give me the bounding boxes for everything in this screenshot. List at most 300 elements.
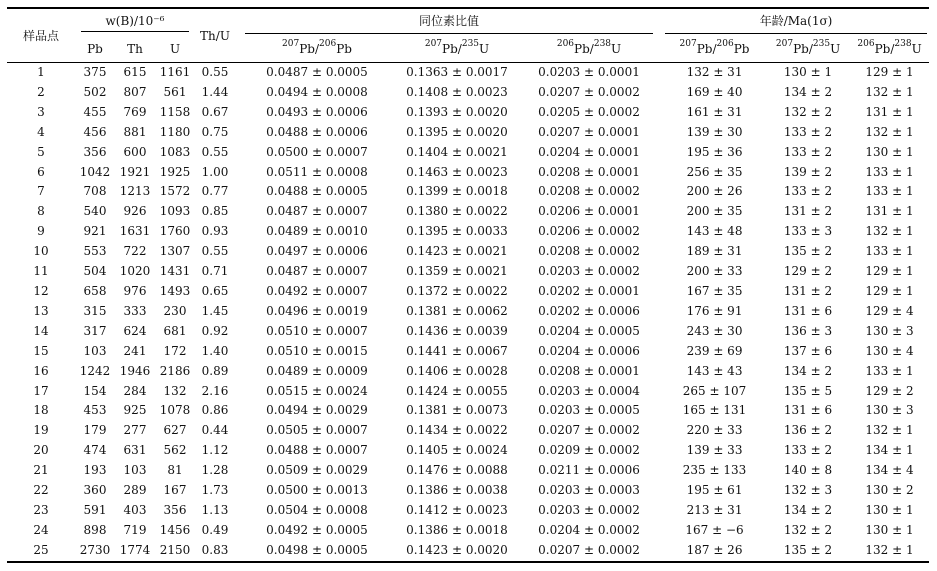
table-row (7, 362, 929, 382)
cell-th: 926 (123, 204, 147, 219)
cell-th: 403 (123, 502, 147, 517)
table-row (7, 342, 929, 362)
cell-u: 1307 (159, 244, 191, 259)
header-ratio-group (243, 8, 655, 36)
cell-a3: 130 ± 3 (865, 403, 914, 418)
cell-r2: 0.1393 ± 0.0020 (406, 104, 508, 119)
cell-thu: 1.73 (201, 483, 229, 498)
cell-r3: 0.0208 ± 0.0002 (538, 184, 640, 199)
cell-thu: 0.86 (201, 403, 229, 418)
cell-id: 16 (33, 363, 49, 378)
cell-r1: 0.0498 ± 0.0005 (266, 542, 368, 557)
cell-a3: 130 ± 1 (865, 502, 914, 517)
cell-r1: 0.0510 ± 0.0007 (266, 323, 368, 338)
cell-r3: 0.0204 ± 0.0006 (538, 343, 640, 358)
cell-pb: 360 (83, 483, 107, 498)
cell-a3: 129 ± 4 (865, 303, 914, 318)
header-content-label: w(B)/10⁻⁶ (81, 14, 189, 32)
cell-a2: 132 ± 3 (783, 483, 833, 498)
cell-r2: 0.1434 ± 0.0022 (406, 423, 508, 438)
cell-a1: 176 ± 91 (686, 303, 743, 318)
cell-a1: 165 ± 131 (682, 403, 747, 418)
header-u: U (155, 36, 195, 63)
cell-a3: 129 ± 2 (865, 383, 914, 398)
table-row (7, 322, 929, 342)
cell-r3: 0.0208 ± 0.0002 (538, 244, 640, 259)
cell-th: 1213 (119, 184, 151, 199)
cell-a1: 189 ± 31 (686, 244, 743, 259)
cell-th: 1921 (119, 164, 151, 179)
cell-r2: 0.1406 ± 0.0028 (406, 363, 508, 378)
cell-a2: 131 ± 2 (783, 283, 833, 298)
cell-r2: 0.1436 ± 0.0039 (406, 323, 508, 338)
cell-a3: 130 ± 4 (865, 343, 914, 358)
cell-th: 1774 (119, 542, 151, 557)
cell-u: 1493 (159, 283, 191, 298)
cell-r3: 0.0207 ± 0.0001 (538, 124, 640, 139)
cell-pb: 375 (83, 65, 107, 79)
cell-a3: 130 ± 2 (865, 483, 914, 498)
cell-r3: 0.0207 ± 0.0002 (538, 84, 640, 99)
cell-a1: 265 ± 107 (682, 383, 747, 398)
cell-a3: 129 ± 1 (865, 283, 914, 298)
cell-a2: 140 ± 8 (783, 463, 833, 478)
cell-thu: 0.92 (201, 323, 229, 338)
table-row (7, 282, 929, 302)
cell-a1: 200 ± 33 (686, 264, 743, 279)
header-age-207pb-235u: $^{207}$Pb/$^{235}$U (766, 36, 850, 63)
cell-id: 12 (33, 283, 49, 298)
header-pb: Pb (75, 36, 115, 63)
cell-r3: 0.0204 ± 0.0005 (538, 323, 640, 338)
cell-thu: 2.16 (201, 383, 229, 398)
cell-r3: 0.0204 ± 0.0001 (538, 144, 640, 159)
cell-a2: 134 ± 2 (783, 502, 833, 517)
cell-pb: 553 (83, 244, 107, 259)
cell-a2: 135 ± 2 (783, 244, 833, 259)
cell-a1: 167 ± −6 (685, 522, 744, 537)
table-row (7, 262, 929, 282)
cell-th: 1946 (119, 363, 151, 378)
cell-thu: 1.12 (201, 443, 229, 458)
cell-a3: 132 ± 1 (865, 124, 914, 139)
header-age-207pb-206pb: $^{207}$Pb/$^{206}$Pb (663, 36, 766, 63)
cell-r2: 0.1386 ± 0.0038 (406, 483, 508, 498)
table-row (7, 63, 929, 83)
cell-a1: 187 ± 26 (686, 542, 743, 557)
cell-r1: 0.0515 ± 0.0024 (266, 383, 368, 398)
cell-r2: 0.1372 ± 0.0022 (406, 283, 508, 298)
cell-r2: 0.1363 ± 0.0017 (406, 65, 508, 79)
cell-r2: 0.1423 ± 0.0020 (406, 542, 508, 557)
header-ratio-207pb-235u: $^{207}$Pb/$^{235}$U (391, 36, 523, 63)
cell-r1: 0.0488 ± 0.0006 (266, 124, 368, 139)
cell-thu: 0.55 (201, 244, 229, 259)
header-th: Th (115, 36, 155, 63)
cell-thu: 0.75 (201, 124, 229, 139)
cell-thu: 0.89 (201, 363, 229, 378)
cell-id: 1 (37, 65, 45, 79)
cell-a2: 134 ± 2 (783, 84, 833, 99)
cell-id: 3 (37, 104, 45, 119)
cell-a3: 132 ± 1 (865, 84, 914, 99)
cell-r1: 0.0489 ± 0.0009 (266, 363, 368, 378)
cell-a2: 133 ± 2 (783, 124, 833, 139)
cell-thu: 0.67 (201, 104, 229, 119)
cell-r1: 0.0509 ± 0.0029 (266, 463, 368, 478)
cell-u: 1456 (159, 522, 191, 537)
cell-thu: 1.40 (201, 343, 229, 358)
cell-r2: 0.1412 ± 0.0023 (406, 502, 508, 517)
cell-r3: 0.0203 ± 0.0002 (538, 502, 640, 517)
cell-thu: 0.55 (201, 65, 229, 79)
cell-thu: 0.44 (201, 423, 229, 438)
cell-r1: 0.0488 ± 0.0005 (266, 184, 368, 199)
header-age-206pb-238u: $^{206}$Pb/$^{238}$U (850, 36, 929, 63)
cell-r3: 0.0203 ± 0.0005 (538, 403, 640, 418)
cell-id: 10 (33, 244, 49, 259)
cell-pb: 898 (83, 522, 107, 537)
header-age-label: 年龄/Ma(1σ) (665, 12, 927, 34)
cell-u: 1180 (159, 124, 191, 139)
cell-r2: 0.1441 ± 0.0067 (406, 343, 508, 358)
cell-r2: 0.1395 ± 0.0020 (406, 124, 508, 139)
cell-r3: 0.0204 ± 0.0002 (538, 522, 640, 537)
cell-a2: 130 ± 1 (783, 65, 833, 79)
cell-a3: 134 ± 4 (865, 463, 914, 478)
cell-a2: 134 ± 2 (783, 363, 833, 378)
cell-a3: 130 ± 1 (865, 522, 914, 537)
cell-id: 6 (37, 164, 45, 179)
table-row (7, 461, 929, 481)
cell-r1: 0.0487 ± 0.0007 (266, 204, 368, 219)
cell-r1: 0.0493 ± 0.0006 (266, 104, 368, 119)
cell-id: 4 (37, 124, 45, 139)
cell-a1: 213 ± 31 (686, 502, 743, 517)
cell-u: 2186 (159, 363, 191, 378)
cell-thu: 0.85 (201, 204, 229, 219)
cell-id: 25 (33, 542, 49, 557)
cell-a1: 132 ± 31 (686, 65, 743, 79)
cell-u: 1093 (159, 204, 191, 219)
cell-th: 722 (123, 244, 147, 259)
cell-a2: 129 ± 2 (783, 264, 833, 279)
cell-r1: 0.0492 ± 0.0005 (266, 522, 368, 537)
cell-u: 1572 (159, 184, 191, 199)
table-row (7, 222, 929, 242)
cell-a3: 133 ± 1 (865, 164, 914, 179)
cell-id: 2 (37, 84, 45, 99)
cell-u: 1431 (159, 264, 191, 279)
cell-pb: 708 (83, 184, 107, 199)
cell-th: 600 (123, 144, 147, 159)
cell-r2: 0.1359 ± 0.0021 (406, 264, 508, 279)
cell-r1: 0.0497 ± 0.0006 (266, 244, 368, 259)
cell-r2: 0.1423 ± 0.0021 (406, 244, 508, 259)
cell-thu: 0.65 (201, 283, 229, 298)
cell-r2: 0.1380 ± 0.0022 (406, 204, 508, 219)
cell-id: 23 (33, 502, 49, 517)
cell-u: 356 (163, 502, 187, 517)
cell-thu: 0.49 (201, 522, 229, 537)
table-row (7, 103, 929, 123)
cell-r2: 0.1405 ± 0.0024 (406, 443, 508, 458)
cell-thu: 1.45 (201, 303, 229, 318)
cell-r2: 0.1395 ± 0.0033 (406, 224, 508, 239)
cell-r3: 0.0205 ± 0.0002 (538, 104, 640, 119)
table-row (7, 441, 929, 461)
cell-th: 284 (123, 383, 147, 398)
cell-u: 627 (163, 423, 187, 438)
cell-id: 24 (33, 522, 49, 537)
cell-a3: 129 ± 1 (865, 65, 914, 79)
cell-r3: 0.0207 ± 0.0002 (538, 542, 640, 557)
cell-u: 81 (167, 463, 183, 478)
cell-id: 13 (33, 303, 49, 318)
cell-u: 1158 (159, 104, 191, 119)
cell-u: 561 (163, 84, 187, 99)
cell-a1: 256 ± 35 (686, 164, 743, 179)
cell-r3: 0.0208 ± 0.0001 (538, 363, 640, 378)
cell-pb: 1242 (79, 363, 111, 378)
cell-u: 167 (163, 483, 187, 498)
cell-u: 1760 (159, 224, 191, 239)
zircon-u-pb-table (7, 7, 929, 563)
cell-th: 769 (123, 104, 147, 119)
cell-th: 807 (123, 84, 147, 99)
cell-pb: 591 (83, 502, 107, 517)
cell-pb: 453 (83, 403, 107, 418)
cell-a3: 130 ± 3 (865, 323, 914, 338)
cell-pb: 504 (83, 264, 107, 279)
cell-pb: 103 (83, 343, 107, 358)
cell-r2: 0.1404 ± 0.0021 (406, 144, 508, 159)
cell-r1: 0.0505 ± 0.0007 (266, 423, 368, 438)
cell-a2: 133 ± 3 (783, 224, 833, 239)
cell-a2: 139 ± 2 (783, 164, 833, 179)
cell-r2: 0.1463 ± 0.0023 (406, 164, 508, 179)
cell-a1: 169 ± 40 (686, 84, 743, 99)
cell-id: 22 (33, 483, 49, 498)
header-thu: Th/U (195, 8, 235, 63)
cell-a3: 132 ± 1 (865, 542, 914, 557)
table-row (7, 242, 929, 262)
cell-r1: 0.0510 ± 0.0015 (266, 343, 368, 358)
cell-pb: 455 (83, 104, 107, 119)
cell-a2: 133 ± 2 (783, 184, 833, 199)
cell-pb: 154 (83, 383, 107, 398)
cell-r3: 0.0211 ± 0.0006 (538, 463, 640, 478)
cell-th: 333 (123, 303, 147, 318)
cell-th: 277 (123, 423, 147, 438)
cell-a1: 139 ± 33 (686, 443, 743, 458)
cell-r2: 0.1386 ± 0.0018 (406, 522, 508, 537)
cell-th: 615 (123, 65, 147, 79)
cell-a2: 131 ± 6 (783, 303, 833, 318)
cell-id: 5 (37, 144, 45, 159)
header-age-group (663, 8, 929, 36)
cell-th: 976 (123, 283, 147, 298)
cell-r3: 0.0203 ± 0.0004 (538, 383, 640, 398)
cell-r3: 0.0206 ± 0.0001 (538, 204, 640, 219)
cell-r1: 0.0492 ± 0.0007 (266, 283, 368, 298)
cell-r1: 0.0494 ± 0.0008 (266, 84, 368, 99)
cell-th: 925 (123, 403, 147, 418)
cell-u: 1078 (159, 403, 191, 418)
cell-th: 631 (123, 443, 147, 458)
cell-thu: 1.28 (201, 463, 229, 478)
cell-u: 681 (163, 323, 187, 338)
cell-id: 9 (37, 224, 45, 239)
cell-a1: 167 ± 35 (686, 283, 743, 298)
table-row (7, 123, 929, 143)
cell-r3: 0.0202 ± 0.0006 (538, 303, 640, 318)
cell-r2: 0.1399 ± 0.0018 (406, 184, 508, 199)
cell-u: 172 (163, 343, 187, 358)
cell-a3: 134 ± 1 (865, 443, 914, 458)
cell-a3: 130 ± 1 (865, 144, 914, 159)
cell-pb: 356 (83, 144, 107, 159)
table-row (7, 541, 929, 562)
cell-th: 289 (123, 483, 147, 498)
cell-r3: 0.0203 ± 0.0003 (538, 483, 640, 498)
cell-pb: 502 (83, 84, 107, 99)
cell-pb: 540 (83, 204, 107, 219)
cell-r1: 0.0487 ± 0.0005 (266, 65, 368, 79)
cell-u: 1925 (159, 164, 191, 179)
cell-r2: 0.1408 ± 0.0023 (406, 84, 508, 99)
cell-a3: 132 ± 1 (865, 224, 914, 239)
cell-a2: 135 ± 2 (783, 542, 833, 557)
cell-r2: 0.1424 ± 0.0055 (406, 383, 508, 398)
cell-pb: 658 (83, 283, 107, 298)
cell-a3: 131 ± 1 (865, 204, 914, 219)
cell-a2: 136 ± 3 (783, 323, 833, 338)
cell-pb: 2730 (79, 542, 111, 557)
cell-u: 2150 (159, 542, 191, 557)
cell-thu: 0.83 (201, 542, 229, 557)
table-row (7, 401, 929, 421)
cell-r3: 0.0203 ± 0.0001 (538, 65, 640, 79)
cell-pb: 921 (83, 224, 107, 239)
cell-r2: 0.1476 ± 0.0088 (406, 463, 508, 478)
cell-r1: 0.0488 ± 0.0007 (266, 443, 368, 458)
cell-thu: 0.55 (201, 144, 229, 159)
cell-thu: 0.71 (201, 264, 229, 279)
table-row (7, 501, 929, 521)
cell-r3: 0.0208 ± 0.0001 (538, 164, 640, 179)
cell-u: 562 (163, 443, 187, 458)
table-row (7, 521, 929, 541)
cell-a3: 131 ± 1 (865, 104, 914, 119)
cell-r3: 0.0209 ± 0.0002 (538, 443, 640, 458)
cell-r1: 0.0511 ± 0.0008 (266, 164, 368, 179)
cell-thu: 1.00 (201, 164, 229, 179)
cell-u: 1083 (159, 144, 191, 159)
table-row (7, 83, 929, 103)
cell-a1: 220 ± 33 (686, 423, 743, 438)
cell-a2: 133 ± 2 (783, 443, 833, 458)
header-ratio-label: 同位素比值 (245, 12, 653, 34)
cell-a1: 195 ± 36 (686, 144, 743, 159)
cell-a1: 161 ± 31 (686, 104, 743, 119)
cell-a1: 200 ± 26 (686, 184, 743, 199)
table-body (7, 63, 929, 562)
header-ratio-206pb-238u: $^{206}$Pb/$^{238}$U (523, 36, 655, 63)
cell-pb: 474 (83, 443, 107, 458)
cell-a1: 239 ± 69 (686, 343, 743, 358)
cell-a2: 131 ± 6 (783, 403, 833, 418)
cell-id: 17 (33, 383, 49, 398)
cell-th: 624 (123, 323, 147, 338)
cell-id: 14 (33, 323, 49, 338)
cell-u: 1161 (159, 65, 191, 79)
cell-pb: 456 (83, 124, 107, 139)
cell-u: 132 (163, 383, 187, 398)
cell-id: 7 (37, 184, 45, 199)
cell-r3: 0.0207 ± 0.0002 (538, 423, 640, 438)
cell-thu: 0.77 (201, 184, 229, 199)
cell-thu: 1.44 (201, 84, 229, 99)
table-row (7, 302, 929, 322)
cell-r1: 0.0504 ± 0.0008 (266, 502, 368, 517)
cell-r3: 0.0206 ± 0.0002 (538, 224, 640, 239)
table-row (7, 202, 929, 222)
cell-pb: 1042 (79, 164, 111, 179)
cell-id: 21 (33, 463, 49, 478)
cell-id: 18 (33, 403, 49, 418)
cell-r3: 0.0202 ± 0.0001 (538, 283, 640, 298)
header-ratio-207pb-206pb: $^{207}$Pb/$^{206}$Pb (243, 36, 391, 63)
cell-r1: 0.0496 ± 0.0019 (266, 303, 368, 318)
cell-a2: 132 ± 2 (783, 104, 833, 119)
cell-th: 1020 (119, 264, 151, 279)
cell-pb: 315 (83, 303, 107, 318)
cell-a1: 139 ± 30 (686, 124, 743, 139)
cell-a1: 200 ± 35 (686, 204, 743, 219)
cell-thu: 0.93 (201, 224, 229, 239)
cell-a3: 129 ± 1 (865, 264, 914, 279)
cell-th: 719 (123, 522, 147, 537)
table-row (7, 421, 929, 441)
table-row (7, 481, 929, 501)
cell-r1: 0.0500 ± 0.0013 (266, 483, 368, 498)
cell-r1: 0.0487 ± 0.0007 (266, 264, 368, 279)
table-row (7, 182, 929, 202)
cell-id: 15 (33, 343, 49, 358)
cell-id: 19 (33, 423, 49, 438)
cell-r1: 0.0494 ± 0.0029 (266, 403, 368, 418)
cell-a2: 137 ± 6 (783, 343, 833, 358)
cell-id: 11 (33, 264, 49, 279)
table-row (7, 163, 929, 183)
cell-a3: 133 ± 1 (865, 184, 914, 199)
cell-r2: 0.1381 ± 0.0062 (406, 303, 508, 318)
cell-pb: 317 (83, 323, 107, 338)
cell-a2: 135 ± 5 (783, 383, 833, 398)
cell-a1: 235 ± 133 (682, 463, 747, 478)
cell-a2: 136 ± 2 (783, 423, 833, 438)
cell-th: 103 (123, 463, 147, 478)
cell-r1: 0.0489 ± 0.0010 (266, 224, 368, 239)
cell-r1: 0.0500 ± 0.0007 (266, 144, 368, 159)
cell-a2: 131 ± 2 (783, 204, 833, 219)
cell-a3: 133 ± 1 (865, 244, 914, 259)
cell-thu: 1.13 (201, 502, 229, 517)
cell-a2: 133 ± 2 (783, 144, 833, 159)
cell-a1: 143 ± 43 (686, 363, 743, 378)
cell-th: 241 (123, 343, 147, 358)
